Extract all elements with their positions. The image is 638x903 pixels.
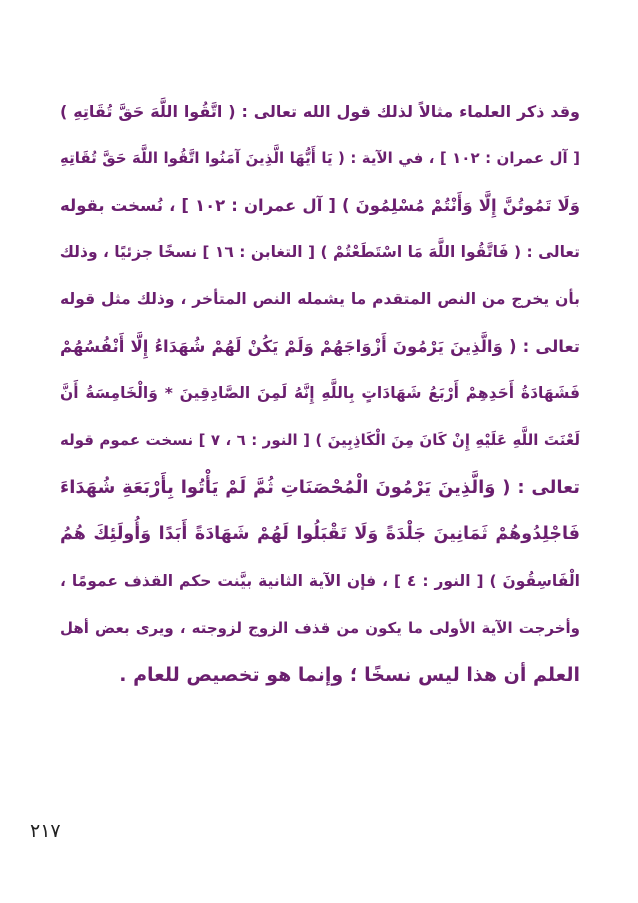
text-line: تعالى : ( وَالَّذِينَ يَرْمُونَ الْمُحْصَنَاتِ ثُمَّ لَمْ يَأْتُوا بِأَرْبَعَةِ شُهَدَاءَ <box>60 477 580 498</box>
text-line: وَلَا تَمُوتُنَّ إِلَّا وَأَنْتُمْ مُسْلِمُونَ ) [ آل عمران : ١٠٢ ] ، نُسخت بقوله <box>60 196 580 215</box>
text-line: وقد ذكر العلماء مثالاً لذلك قول الله تعالى : ( اتَّقُوا اللَّهَ حَقَّ تُقَاتِهِ ) <box>60 102 580 121</box>
page-number: ٢١٧ <box>30 820 61 842</box>
text-line: تعالى : ( وَالَّذِينَ يَرْمُونَ أَزْوَاجَهُمْ وَلَمْ يَكُنْ لَهُمْ شُهَدَاءُ إِلَّا أَنْفُسُهُمْ <box>60 337 580 356</box>
text-line: فَاجْلِدُوهُمْ ثَمَانِينَ جَلْدَةً وَلَا تَقْبَلُوا لَهُمْ شَهَادَةً أَبَدًا وَأُولَئِكَ هُمُ <box>60 524 580 544</box>
text-line: الْفَاسِقُونَ ) [ النور : ٤ ] ، فإن الآية الثانية بيَّنت حكم القذف عمومًا ، <box>60 572 580 590</box>
text-line: بأن يخرج من النص المتقدم ما يشمله النص المتأخر ، وذلك مثل قوله <box>60 290 580 308</box>
text-line: لَعْنَتَ اللَّهِ عَلَيْهِ إِنْ كَانَ مِنَ الْكَاذِبِينَ ) [ النور : ٦ ، ٧ ] نسخت عموم قوله <box>60 431 580 449</box>
text-line: تعالى : ( فَاتَّقُوا اللَّهَ مَا اسْتَطَعْتُمْ ) [ التغابن : ١٦ ] نسخًا جزئيًا ، وذلك <box>60 243 580 261</box>
body-text <box>60 88 580 699</box>
text-line: فَشَهَادَةُ أَحَدِهِمْ أَرْبَعُ شَهَادَاتٍ بِاللَّهِ إِنَّهُ لَمِنَ الصَّادِقِينَ * وَالْخَامِسَةُ أَنَّ <box>60 384 580 402</box>
text-line: [ آل عمران : ١٠٢ ] ، في الآية : ( يَا أَيُّهَا الَّذِينَ آمَنُوا اتَّقُوا اللَّهَ حَقَّ تُقَاتِهِ <box>60 149 580 167</box>
text-line: وأخرجت الآية الأولى ما يكون من قذف الزوج لزوجته ، ويرى بعض أهل <box>60 619 580 637</box>
text-line: العلم أن هذا ليس نسخًا ؛ وإنما هو تخصيص للعام . <box>119 664 580 686</box>
